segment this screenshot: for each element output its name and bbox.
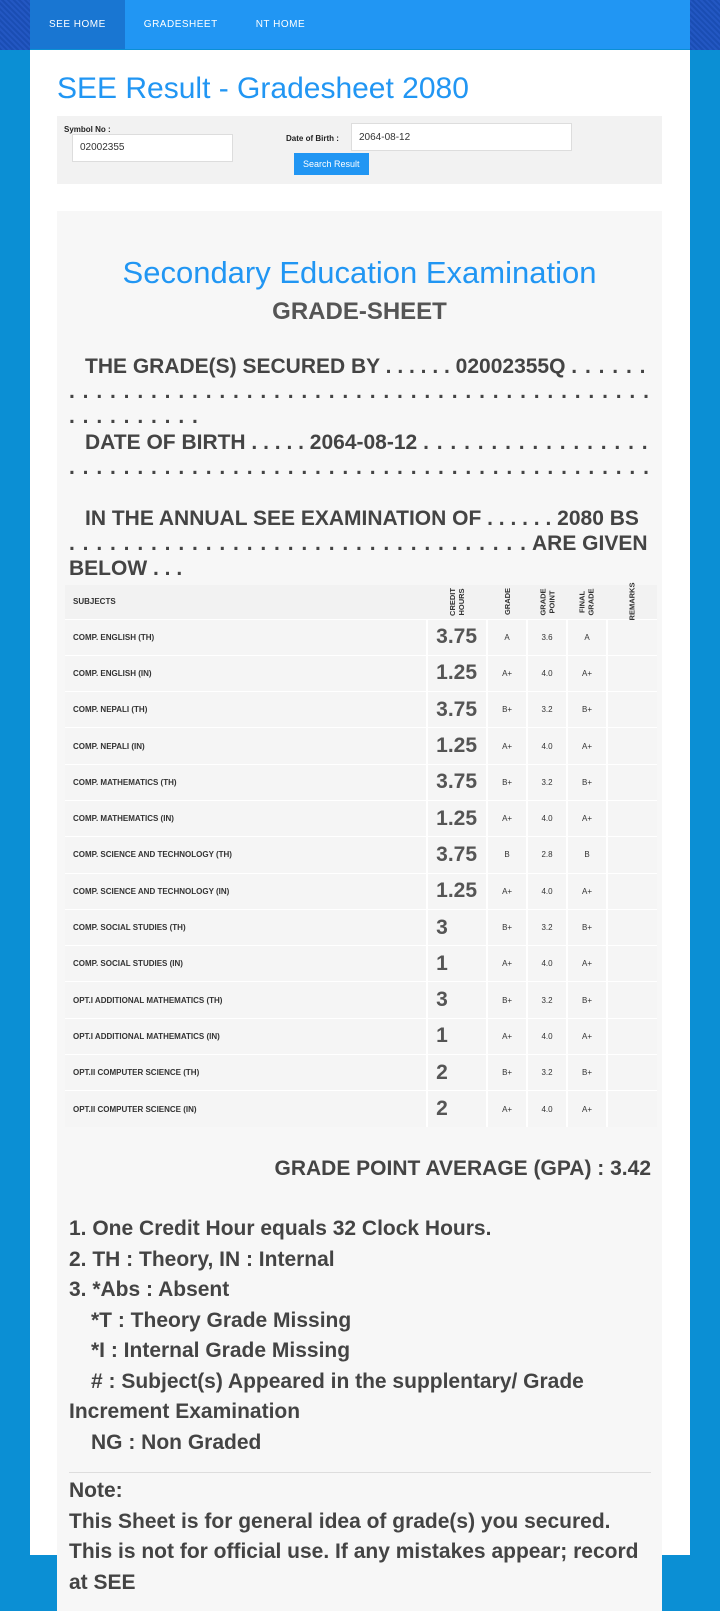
remarks-cell xyxy=(607,1091,657,1127)
header-fg-1: FINAL xyxy=(578,590,587,613)
subject-cell: OPT.I ADDITIONAL MATHEMATICS (TH) xyxy=(65,982,427,1018)
right-side-pattern xyxy=(690,0,720,50)
subject-cell: COMP. NEPALI (TH) xyxy=(65,692,427,728)
gpa-value: GRADE POINT AVERAGE (GPA) : 3.42 xyxy=(274,1157,651,1180)
remarks-cell xyxy=(607,1018,657,1054)
credit-hours-cell: 1.25 xyxy=(427,800,487,836)
secured-by-statement xyxy=(69,354,651,428)
credit-hours-cell: 3.75 xyxy=(427,837,487,873)
sheet-title: GRADE-SHEET xyxy=(272,298,447,325)
remarks-cell xyxy=(607,692,657,728)
grade-cell: A xyxy=(487,619,527,655)
symbol-input[interactable]: 02002355 xyxy=(72,134,233,162)
grade-point-cell: 4.0 xyxy=(527,728,567,764)
grade-point-cell: 4.0 xyxy=(527,873,567,909)
page-title: SEE Result - Gradesheet 2080 xyxy=(57,72,469,105)
final-grade-cell: A+ xyxy=(567,728,607,764)
credit-hours-cell: 3.75 xyxy=(427,764,487,800)
table-row xyxy=(65,655,657,691)
note-heading: Note: xyxy=(69,1479,123,1502)
subject-cell: COMP. SCIENCE AND TECHNOLOGY (TH) xyxy=(65,837,427,873)
grade-cell: B+ xyxy=(487,1055,527,1091)
notes-divider xyxy=(69,1472,651,1473)
subject-cell: COMP. ENGLISH (TH) xyxy=(65,619,427,655)
dob-statement xyxy=(69,430,651,482)
final-grade-cell: A+ xyxy=(567,655,607,691)
subject-cell: OPT.II COMPUTER SCIENCE (IN) xyxy=(65,1091,427,1127)
credit-hours-cell: 2 xyxy=(427,1055,487,1091)
grade-cell: A+ xyxy=(487,728,527,764)
subject-cell: OPT.II COMPUTER SCIENCE (TH) xyxy=(65,1055,427,1091)
remarks-cell xyxy=(607,764,657,800)
grade-point-cell: 4.0 xyxy=(527,1018,567,1054)
subject-cell: COMP. SOCIAL STUDIES (IN) xyxy=(65,946,427,982)
table-row xyxy=(65,692,657,728)
grade-cell: A+ xyxy=(487,873,527,909)
subject-cell: COMP. SOCIAL STUDIES (TH) xyxy=(65,909,427,945)
subject-cell: COMP. NEPALI (IN) xyxy=(65,728,427,764)
secured-by-prefix: THE GRADE(S) SECURED BY . . . . . . xyxy=(85,355,450,378)
credit-hours-cell: 3 xyxy=(427,982,487,1018)
subject-cell: COMP. SCIENCE AND TECHNOLOGY (IN) xyxy=(65,873,427,909)
grade-cell: B xyxy=(487,837,527,873)
final-grade-cell: A+ xyxy=(567,1091,607,1127)
dob-label: Date of Birth : xyxy=(286,134,339,143)
table-row xyxy=(65,1091,657,1127)
subject-cell: COMP. MATHEMATICS (TH) xyxy=(65,764,427,800)
grade-point-cell: 2.8 xyxy=(527,837,567,873)
table-row xyxy=(65,619,657,655)
given-below: ARE GIVEN BELOW . . . xyxy=(69,532,648,580)
remarks-cell xyxy=(607,946,657,982)
nav-gradesheet[interactable]: GRADESHEET xyxy=(143,19,218,30)
search-result-button[interactable]: Search Result xyxy=(294,153,369,175)
symbol-label: Symbol No : xyxy=(64,125,111,134)
grade-cell: B+ xyxy=(487,982,527,1018)
final-grade-cell: A xyxy=(567,619,607,655)
remarks-cell xyxy=(607,800,657,836)
note-2: 2. TH : Theory, IN : Internal xyxy=(69,1247,335,1271)
final-grade-cell: B+ xyxy=(567,764,607,800)
header-grade-point xyxy=(527,585,567,619)
credit-hours-cell: 3.75 xyxy=(427,692,487,728)
grade-point-cell: 3.2 xyxy=(527,764,567,800)
final-grade-cell: B xyxy=(567,837,607,873)
subject-cell: OPT.I ADDITIONAL MATHEMATICS (IN) xyxy=(65,1018,427,1054)
table-row xyxy=(65,1055,657,1091)
remarks-cell xyxy=(607,909,657,945)
grade-point-cell: 4.0 xyxy=(527,800,567,836)
credit-hours-cell: 3 xyxy=(427,909,487,945)
header-grade-text: GRADE xyxy=(502,588,512,616)
header-credit-2: HOURS xyxy=(457,588,467,616)
subject-cell: COMP. MATHEMATICS (IN) xyxy=(65,800,427,836)
header-remarks xyxy=(607,582,657,621)
header-remarks-text: REMARKS xyxy=(627,582,637,621)
header-credit-hours xyxy=(427,585,487,619)
exam-statement xyxy=(69,506,651,580)
grade-cell: A+ xyxy=(487,800,527,836)
note-text: This Sheet is for general idea of grade(s) you secured. This is not for official use. If any mistakes appear; record at SEE xyxy=(69,1509,639,1594)
table-header-row xyxy=(65,585,657,619)
grade-cell: A+ xyxy=(487,946,527,982)
nav-nt-home[interactable]: NT HOME xyxy=(255,19,306,30)
table-row xyxy=(65,909,657,945)
table-row xyxy=(65,800,657,836)
grade-point-cell: 3.6 xyxy=(527,619,567,655)
grade-cell: A+ xyxy=(487,1091,527,1127)
remarks-cell xyxy=(607,728,657,764)
table-row xyxy=(65,982,657,1018)
grade-cell: A+ xyxy=(487,1018,527,1054)
final-grade-cell: B+ xyxy=(567,692,607,728)
exam-title: Secondary Education Examination xyxy=(122,255,597,290)
nav-see-home[interactable]: SEE HOME xyxy=(30,0,125,49)
final-grade-cell: A+ xyxy=(567,800,607,836)
table-row xyxy=(65,764,657,800)
header-fg-2: GRADE xyxy=(587,588,596,616)
grade-cell: B+ xyxy=(487,909,527,945)
subject-cell: COMP. ENGLISH (IN) xyxy=(65,655,427,691)
note-5: *I : Internal Grade Missing xyxy=(91,1339,351,1362)
grade-cell: B+ xyxy=(487,764,527,800)
secured-symbol: 02002355Q xyxy=(455,355,566,378)
note-4: *T : Theory Grade Missing xyxy=(91,1308,352,1332)
header-subjects: SUBJECTS xyxy=(65,585,427,619)
dob-prefix: DATE OF BIRTH . . . . . xyxy=(85,431,304,454)
grade-point-cell: 4.0 xyxy=(527,946,567,982)
table-row xyxy=(65,728,657,764)
remarks-cell xyxy=(607,655,657,691)
final-grade-cell: A+ xyxy=(567,1018,607,1054)
dob-input[interactable]: 2064-08-12 xyxy=(351,123,572,151)
grade-cell: B+ xyxy=(487,692,527,728)
credit-hours-cell: 1.25 xyxy=(427,655,487,691)
header-final-grade xyxy=(567,585,607,619)
notes-section xyxy=(69,1214,651,1598)
header-gp-1: GRADE xyxy=(538,588,548,616)
grade-sheet-panel xyxy=(57,211,662,1611)
grade-point-cell: 3.2 xyxy=(527,1055,567,1091)
table-row xyxy=(65,946,657,982)
note-7: NG : Non Graded xyxy=(91,1430,262,1454)
table-row xyxy=(65,837,657,873)
final-grade-cell: B+ xyxy=(567,982,607,1018)
credit-hours-cell: 3.75 xyxy=(427,619,487,655)
credit-hours-cell: 1.25 xyxy=(427,873,487,909)
grade-point-cell: 4.0 xyxy=(527,1091,567,1127)
header-grade xyxy=(487,585,527,619)
header-gp-2: POINT xyxy=(547,590,557,614)
header-credit-1: CREDIT xyxy=(448,587,458,616)
grade-point-cell: 3.2 xyxy=(527,982,567,1018)
note-1: 1. One Credit Hour equals 32 Clock Hours. xyxy=(69,1217,492,1240)
final-grade-cell: A+ xyxy=(567,946,607,982)
remarks-cell xyxy=(607,837,657,873)
grade-point-cell: 3.2 xyxy=(527,909,567,945)
table-row xyxy=(65,873,657,909)
note-3: 3. *Abs : Absent xyxy=(69,1278,230,1301)
exam-year: 2080 BS xyxy=(557,507,639,530)
page-container xyxy=(30,50,690,1594)
credit-hours-cell: 2 xyxy=(427,1091,487,1127)
grade-point-cell: 4.0 xyxy=(527,655,567,691)
grade-cell: A+ xyxy=(487,655,527,691)
exam-prefix: IN THE ANNUAL SEE EXAMINATION OF . . . . . . xyxy=(85,507,552,530)
final-grade-cell: A+ xyxy=(567,873,607,909)
final-grade-cell: B+ xyxy=(567,909,607,945)
search-form xyxy=(57,116,662,184)
left-side-pattern xyxy=(0,0,30,50)
dob-suffix: . . . . . . . . . . . . . . . . . . . . . . . . . . . . . . . . . . . . . . . . . . . . . . . . . . . . . . . . . . . . xyxy=(69,431,650,479)
credit-hours-cell: 1 xyxy=(427,1018,487,1054)
dob-value: 2064-08-12 xyxy=(309,431,418,454)
credit-hours-cell: 1 xyxy=(427,946,487,982)
grades-table xyxy=(65,582,657,1127)
secured-by-suffix: . . . . . . . . . . . . . . . . . . . . . . . . . . . . . . . . . . . . . . . . . . . . . . . . . . . . . . . . . . . xyxy=(69,355,650,428)
remarks-cell xyxy=(607,873,657,909)
remarks-cell xyxy=(607,1055,657,1091)
final-grade-cell: B+ xyxy=(567,1055,607,1091)
remarks-cell xyxy=(607,619,657,655)
grades-table-body xyxy=(65,619,657,1127)
exam-suffix: . . . . . . . . . . . . . . . . . . . . . . . . . . . . . . . . . . xyxy=(69,532,527,555)
remarks-cell xyxy=(607,982,657,1018)
note-6: # : Subject(s) Appeared in the supplentary/ Grade Increment Examination xyxy=(69,1369,584,1423)
table-row xyxy=(65,1018,657,1054)
grade-point-cell: 3.2 xyxy=(527,692,567,728)
credit-hours-cell: 1.25 xyxy=(427,728,487,764)
top-navbar xyxy=(30,0,690,49)
